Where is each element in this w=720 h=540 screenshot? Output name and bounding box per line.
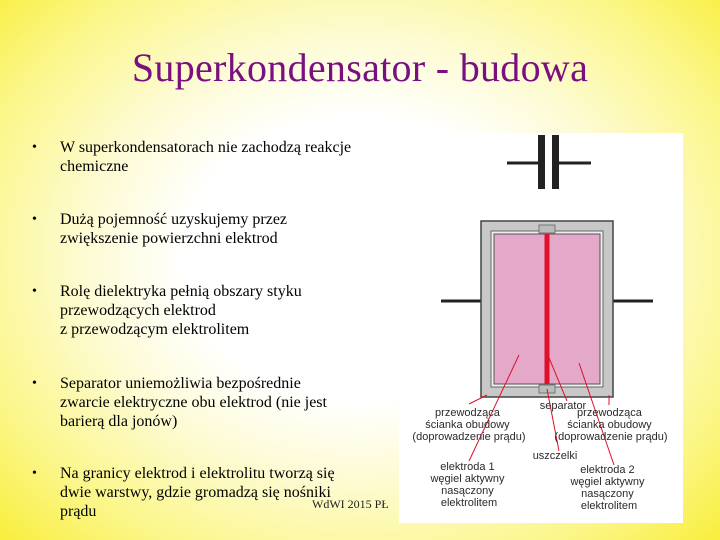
bullet-line: chemiczne [60, 158, 129, 175]
bullet-item [24, 464, 410, 521]
bullet-text [60, 464, 410, 521]
label-left-wall: przewodząca ścianka obudowy (doprowadzenie prądu) [412, 407, 526, 443]
bullet-item [24, 138, 410, 176]
bullet-line: W superkondensatorach nie zachodzą reakcje [60, 139, 352, 156]
bullet-line: Separator uniemożliwia bezpośrednie [60, 375, 301, 392]
slide-footer: WdWI 2015 PŁ [312, 497, 389, 511]
supercapacitor-diagram [399, 133, 683, 523]
label-separator: separator [539, 400, 587, 412]
bullet-dot: • [32, 140, 37, 155]
bullet-line: barierą dla jonów) [60, 413, 178, 430]
bullet-line: Dużą pojemność uzyskujemy przez [60, 211, 288, 228]
bullet-dot: • [32, 284, 37, 299]
bullet-item [24, 210, 410, 248]
bullet-text [60, 282, 410, 339]
seal-top [539, 225, 555, 233]
bullet-item [24, 282, 410, 339]
bullet-item [24, 374, 410, 431]
bullet-line: z przewodzącym elektrolitem [60, 321, 250, 338]
bullet-line: zwarcie elektryczne obu elektrod (nie jest [60, 394, 327, 411]
bullet-dot: • [32, 212, 37, 227]
capacitor-symbol-icon [507, 135, 591, 189]
label-electrode-1: elektroda 1 węgiel aktywny nasączony elektrolitem [430, 461, 505, 509]
bullet-line: prądu [60, 503, 97, 520]
slide-title: Superkondensator - budowa [131, 45, 589, 90]
bullet-line: dwie warstwy, gdzie gromadzą się nośniki [60, 484, 331, 501]
bullet-line: przewodzących elektrod [60, 302, 216, 319]
label-electrode-2: elektroda 2 węgiel aktywny nasączony elektrolitem [570, 464, 645, 512]
label-seals: uszczelki [532, 450, 578, 462]
bullet-dot: • [32, 376, 37, 391]
bullet-text [60, 210, 410, 248]
bullet-text [60, 138, 410, 176]
bullet-line: Rolę dielektryka pełnią obszary styku [60, 283, 302, 300]
bullet-text [60, 374, 410, 431]
separator-bar [545, 234, 550, 384]
diagram-svg [399, 133, 683, 523]
label-right-wall: przewodząca ścianka obudowy (doprowadzenie prądu) [554, 407, 668, 443]
bullet-dot: • [32, 466, 37, 481]
bullet-line: Na granicy elektrod i elektrolitu tworzą się [60, 465, 335, 482]
bullet-line: zwiększenie powierzchni elektrod [60, 230, 278, 247]
